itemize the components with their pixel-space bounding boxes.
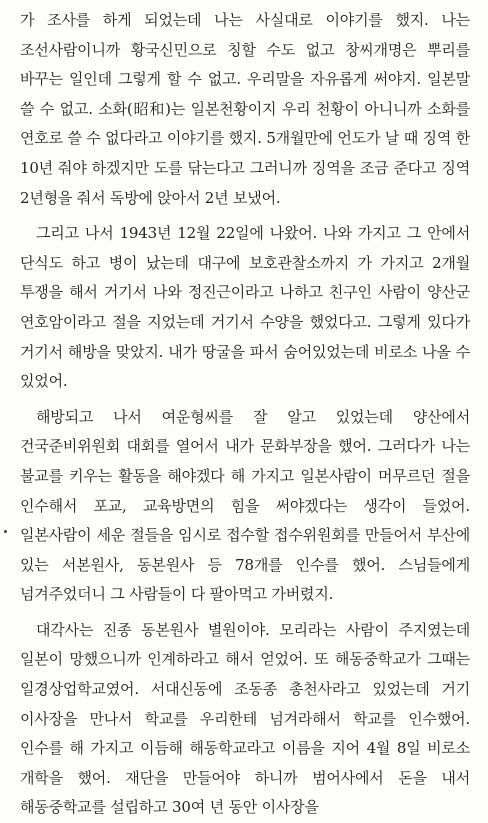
- paragraph-4: 대각사는 진종 동본원사 별원이야. 모리라는 사람이 주지였는데 일본이 망했으니까 인계하라고 해서 얻었어. 또 해동중학교가 그때는 일경상업학교였어. 서대신동에 조동종 총천사라고 있었는데 거기 이사장을 만나서 학교를 우리한테 넘겨라해서 학교를 인수했어. 인수를 해 가지고 이듬해 해동학교라고 이름을 지어 4월 8일 비로소 개학을 했어. 재단을 만들어야 하니까 범어사에서 돈을 내서 해동중학교를 설립하고 30여 년 동안 이사장을: [20, 620, 470, 817]
- margin-dot-mark: [4, 530, 7, 533]
- paragraph-3: 해방되고 나서 여운형씨를 잘 알고 있었는데 양산에서 건국준비위원회 대회를 열어서 내가 문화부장을 했어. 그러다가 나는 불교를 키우는 활동을 해야겠다 해 가지고 일본사람이 머무르던 절을 인수해서 포교, 교육방면의 힘을 써야겠다는 생각이 들었어. 일본사람이 세운 절들을 임시로 접수할 접수위원회를 만들어서 부산에 있는 서본원사, 동본원사 등 78개를 인수를 했어. 스님들에게 넘겨주었더니 그 사람들이 다 팔아먹고 가버렸지.: [20, 407, 470, 604]
- paragraph-2: 그리고 나서 1943년 12월 22일에 나왔어. 나와 가지고 그 안에서 단식도 하고 병이 났는데 대구에 보호관찰소까지 가 가지고 2개월 투쟁을 해서 거기서 나와 정진근이라고 나하고 친구인 사람이 양산군 연호암이라고 절을 지었는데 거기서 수양을 했었다고. 그렇게 있다가 거기서 해방을 맞았지. 내가 땅굴을 파서 숨어있었는데 비로소 나올 수 있었어.: [20, 224, 470, 391]
- paragraph-1: 가 조사를 하게 되었는데 나는 사실대로 이야기를 했지. 나는 조선사람이니까 황국신민으로 칭할 수도 없고 창씨개명은 뿌리를 바꾸는 일인데 그렇게 할 수 없고. 우리말을 자유롭게 써야지. 일본말 쓸 수 없고. 소화(昭和)는 일본천황이지 우리 천황이 아니니까 소화를 연호로 쓸 수 없다라고 이야기를 했지. 5개월만에 언도가 날 때 징역 한 10년 줘야 하겠지만 도를 닦는다고 그러니까 징역을 조금 준다고 징역 2년형을 줘서 독방에 앉아서 2년 보냈어.: [20, 11, 470, 207]
